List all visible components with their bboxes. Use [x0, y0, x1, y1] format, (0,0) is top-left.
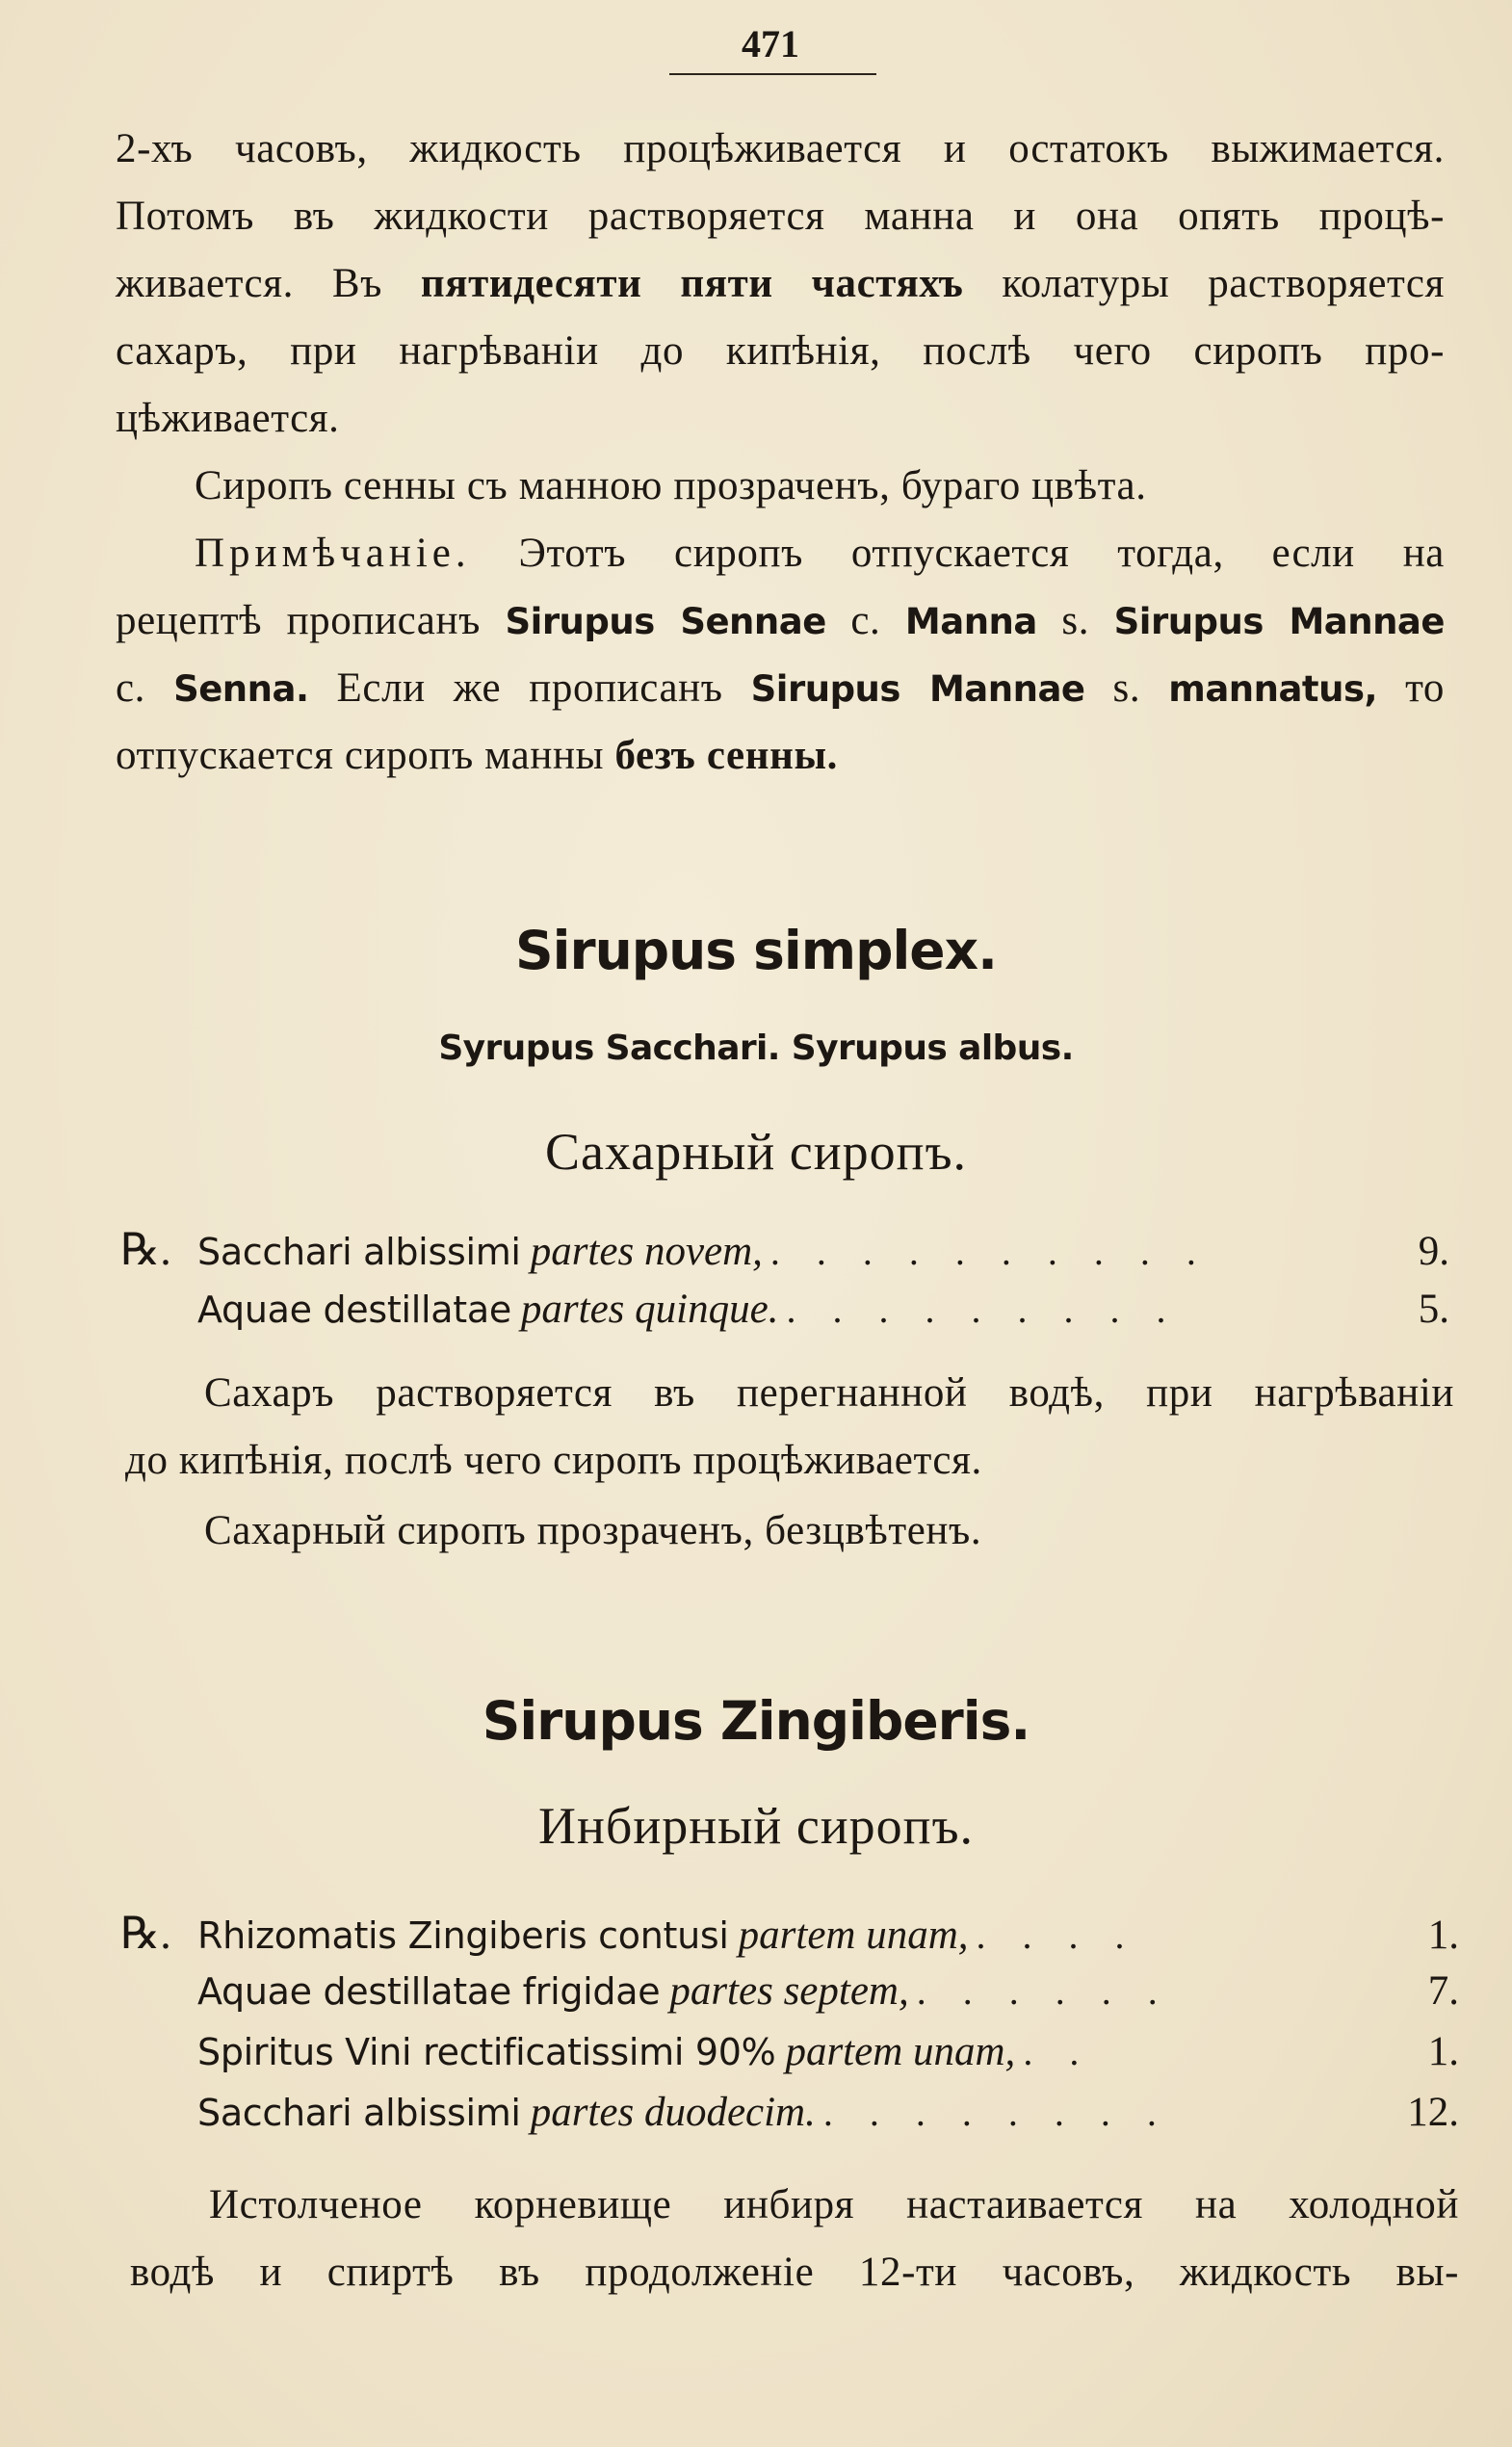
note-label: Примѣчаніе. — [195, 531, 471, 576]
ingredient-name: Sacchari albissimi — [197, 1231, 521, 1273]
ingredient-amount: 1. — [1427, 2029, 1459, 2074]
page-number: 471 — [742, 22, 799, 65]
text-line: цѣживается. — [116, 396, 340, 441]
ingredient-quantity: partem unam, — [785, 2029, 1016, 2074]
text-line: Истолченое корневище инбиря настаивается на холодной — [209, 2182, 1459, 2227]
header-rule — [669, 73, 876, 75]
text-line: сахаръ, при нагрѣваніи до кипѣнія, послѣ чего сиропъ про- — [116, 328, 1445, 374]
senna-paragraph-1 — [116, 116, 1445, 453]
simplex-paragraph-2 — [125, 1497, 1454, 1565]
ingredient-name: Rhizomatis Zingiberis contusi — [197, 1914, 729, 1957]
recipe-line — [120, 1223, 1449, 1281]
text-line: живается. Въ пятидесяти пяти частяхъ колатуры растворяется — [116, 261, 1445, 306]
ingredient-name: Sacchari albissimi — [197, 2092, 521, 2134]
ingredient-amount: 1. — [1427, 1913, 1459, 1958]
section-title-ru-zingiberis: Инбирный сиропъ. — [537, 1797, 975, 1855]
leader-dots: . . . . — [976, 1913, 1138, 1957]
text-line: до кипѣнія, послѣ чего сиропъ процѣживается. — [125, 1438, 982, 1483]
simplex-paragraph-1 — [125, 1360, 1454, 1495]
recipe-line — [120, 2089, 1459, 2147]
text-line: Сиропъ сенны съ манною прозраченъ, бураго цвѣта. — [195, 463, 1147, 508]
recipe-line — [120, 1967, 1459, 2025]
leader-dots: . . . . . . . . — [822, 2091, 1170, 2134]
section-title-ru-simplex: Сахарный сиропъ. — [544, 1123, 967, 1181]
text-line: Примѣчаніе. Этотъ сиропъ отпускается тогда, если на — [195, 531, 1445, 576]
recipe-line — [120, 1907, 1459, 1965]
section-title-simplex: Sirupus simplex. — [515, 920, 997, 981]
text-line: отпускается сиропъ манны безъ сенны. — [116, 733, 838, 778]
ingredient-name: Aquae destillatae frigidae — [197, 1970, 661, 2013]
leader-dots: . . . . . . — [916, 1969, 1171, 2013]
text-line: рецептѣ прописанъ Sirupus Sennae c. Manna s. Sirupus Mannae — [116, 598, 1445, 643]
leader-dots: . . . . . . . . . — [786, 1288, 1180, 1331]
recipe-symbol: ℞. — [120, 1909, 171, 1958]
recipe-line — [120, 1286, 1449, 1343]
ingredient-amount: 7. — [1427, 1968, 1459, 2014]
leader-dots: . . . . . . . . . . — [769, 1230, 1210, 1273]
text-line: водѣ и спиртѣ въ продолженіе 12-ти часовъ, жидкость вы- — [130, 2250, 1459, 2295]
ingredient-quantity: partes novem, — [530, 1229, 763, 1274]
leader-dots: . . — [1023, 2030, 1093, 2073]
senna-paragraph-2 — [116, 453, 1445, 520]
ingredient-amount: 12. — [1407, 2090, 1459, 2135]
section-title-zingiberis: Sirupus Zingiberis. — [482, 1690, 1030, 1752]
text-line: 2-хъ часовъ, жидкость процѣживается и остатокъ выжимается. — [116, 126, 1445, 171]
text-line: Потомъ въ жидкости растворяется манна и она опять процѣ- — [116, 194, 1445, 239]
ingredient-quantity: partes quinque. — [520, 1287, 779, 1332]
text-line: Сахаръ растворяется въ перегнанной водѣ, при нагрѣваніи — [204, 1370, 1454, 1416]
ingredient-quantity: partes septem, — [669, 1968, 909, 2014]
senna-note — [116, 520, 1445, 790]
zingiberis-paragraph-1 — [130, 2172, 1459, 2306]
text-line: c. Senna. Если же прописанъ Sirupus Mannae s. mannatus, то — [116, 665, 1445, 711]
ingredient-name: Spiritus Vini rectificatissimi 90% — [197, 2031, 776, 2073]
section-synonyms-simplex: Syrupus Sacchari. Syrupus albus. — [438, 1028, 1074, 1068]
recipe-symbol: ℞. — [120, 1225, 171, 1274]
ingredient-quantity: partem unam, — [738, 1913, 969, 1958]
ingredient-amount: 5. — [1418, 1287, 1449, 1332]
ingredient-quantity: partes duodecim. — [530, 2090, 816, 2135]
recipe-line — [120, 2028, 1459, 2086]
ingredient-name: Aquae destillatae — [197, 1289, 511, 1331]
text-line: Сахарный сиропъ прозраченъ, безцвѣтенъ. — [204, 1508, 982, 1553]
ingredient-amount: 9. — [1418, 1229, 1449, 1274]
